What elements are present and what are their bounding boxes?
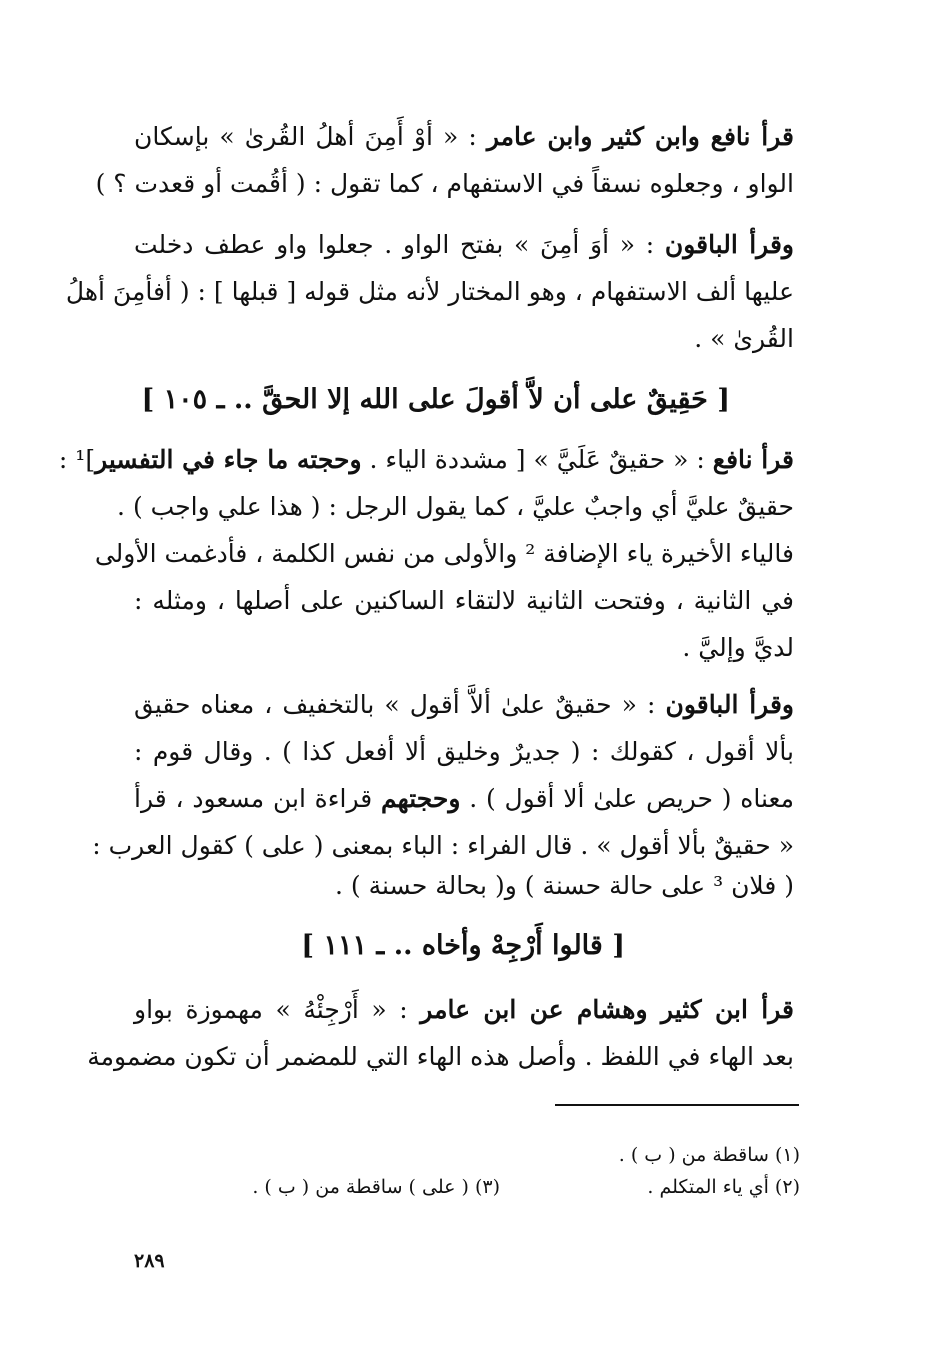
p5-line-1-text: : « أَرْجِئْهُ » مهموزة بواو <box>134 995 421 1024</box>
p1-line-1-text: : « أوْ أَمِنَ أهلُ القُرىٰ » بإسكان <box>134 122 487 151</box>
footnote-3: (٣) ( على ) ساقطة من ( ب ) . <box>252 1176 500 1198</box>
p3-line-4: في الثانية ، وفتحت الثانية لالتقاء الساكنين على أصلها ، ومثله : <box>134 586 794 615</box>
verse-heading-111: [ قالوا أَرْجِهْ وأخاه .. ـ ١١١ ] <box>301 930 625 961</box>
p2-reader-names: وقرأ الباقون <box>664 230 795 259</box>
p1-line-2: الواو ، وجعلوه نسقاً في الاستفهام ، كما تقول : ( أقُمت أو قعدت ؟ ) <box>95 169 794 198</box>
p1-line-1 <box>134 117 794 157</box>
p3-line-5: لديَّ وإليَّ . <box>682 633 794 662</box>
footnote-divider <box>555 1104 799 1106</box>
p3-line-1 <box>58 440 794 480</box>
p2-line-1-text: : « أوَ أمِنَ » بفتح الواو . جعلوا واو عطف دخلت <box>134 230 665 259</box>
p4-line-1-text: : « حقيقٌ علىٰ ألاَّ أقول » بالتخفيف ، معناه حقيق <box>134 690 666 719</box>
p4-line-1 <box>134 685 794 725</box>
p3-line-1-end: ]¹ : <box>58 445 96 474</box>
verse-heading-105: [ حَقِيقٌ على أن لاَّ أقولَ على الله إلا الحقَّ .. ـ ١٠٥ ] <box>141 384 730 415</box>
p5-line-1 <box>134 990 794 1030</box>
footnote-1: (١) ساقطة من ( ب ) . <box>618 1144 800 1166</box>
p2-line-1 <box>134 225 794 265</box>
p1-reader-names: قرأ نافع وابن كثير وابن عامر <box>486 122 794 151</box>
p5-line-2: بعد الهاء في اللفظ . وأصل هذه الهاء التي للمضمر أن تكون مضمومة <box>87 1042 794 1071</box>
p2-line-2: عليها ألف الاستفهام ، وهو المختار لأنه مثل قوله [ قبلها ] : ( أفأمِنَ أهلُ <box>65 277 794 306</box>
p4-line-3 <box>134 779 794 819</box>
p4-line-2: بألا أقول ، كقولك : ( جديرٌ وخليق ألا أفعل كذا ) . وقال قوم : <box>134 737 794 766</box>
p3-line-1-text: : « حقيقٌ عَلَيَّ » [ مشددة الياء . <box>361 445 713 474</box>
p5-reader-names: قرأ ابن كثير وهشام عن ابن عامر <box>420 995 794 1024</box>
p3-reader-names: قرأ نافع <box>712 445 794 474</box>
p3-line-2: حقيقٌ عليَّ أي واجبٌ عليَّ ، كما يقول الرجل : ( هذا علي واجب ) . <box>117 492 794 521</box>
footnote-2: (٢) أي ياء المتكلم . <box>647 1176 800 1198</box>
p4-line-5: ( فلان ³ على حالة حسنة ) و( بحالة حسنة ) . <box>335 871 794 900</box>
p3-line-3: فالياء الأخيرة ياء الإضافة ² والأولى من نفس الكلمة ، فأدغمت الأولى <box>94 539 794 568</box>
p4-line-3-a: معناه ( حريص علىٰ ألا أقول ) . <box>460 784 794 813</box>
p4-line-3-b: قراءة ابن مسعود ، قرأ <box>134 784 382 813</box>
p4-reader-names: وقرأ الباقون <box>665 690 794 719</box>
page-number: ٢٨٩ <box>134 1250 165 1272</box>
p3-argument: وحجته ما جاء في التفسير <box>95 445 362 474</box>
p4-line-4: « حقيقٌ بألا أقول » . قال الفراء : الباء بمعنى ( على ) كقول العرب : <box>92 831 794 860</box>
p2-line-3: القُرىٰ » . <box>694 324 794 353</box>
p4-argument: وحجتهم <box>381 784 461 813</box>
